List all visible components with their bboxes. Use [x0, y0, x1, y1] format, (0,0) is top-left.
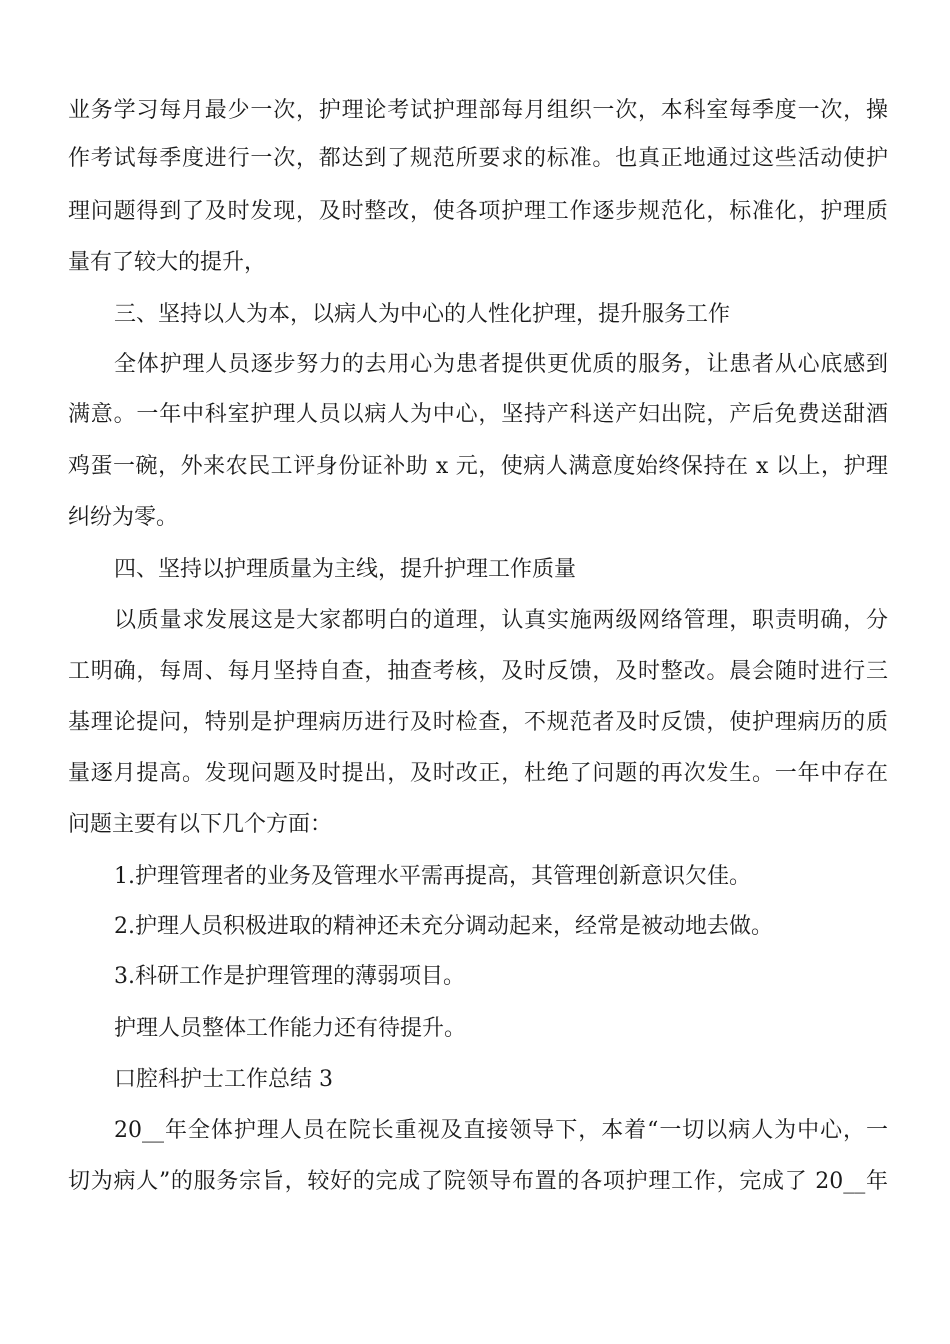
text-line: 工明确，每周、每月坚持自查，抽查考核，及时反馈，及时整改。晨会随时进行三 — [68, 659, 888, 684]
list-item: 3.科研工作是护理管理的薄弱项目。 — [114, 964, 465, 989]
text-line: 护理人员整体工作能力还有待提升。 — [114, 1016, 467, 1041]
text-line: 作考试每季度进行一次，都达到了规范所要求的标准。也真正地通过这些活动使护 — [68, 146, 888, 171]
text-line: 鸡蛋一碗，外来农民工评身份证补助 x 元，使病人满意度始终保持在 x 以上，护理 — [68, 454, 888, 479]
section-heading: 四、坚持以护理质量为主线，提升护理工作质量 — [114, 557, 577, 582]
section-title: 口腔科护士工作总结 3 — [114, 1067, 333, 1092]
text-line: 以质量求发展这是大家都明白的道理，认真实施两级网络管理，职责明确，分 — [114, 608, 888, 633]
list-item: 2.护理人员积极进取的精神还未充分调动起来，经常是被动地去做。 — [114, 914, 773, 939]
text-line: 量逐月提高。发现问题及时提出，及时改正，杜绝了问题的再次发生。一年中存在 — [68, 761, 888, 786]
text-line: 纠纷为零。 — [68, 505, 179, 530]
list-item: 1.护理管理者的业务及管理水平需再提高，其管理创新意识欠佳。 — [114, 864, 751, 889]
text-line: 业务学习每月最少一次，护理论考试护理部每月组织一次，本科室每季度一次，操 — [68, 98, 888, 123]
text-line: 20__年全体护理人员在院长重视及直接领导下，本着“一切以病人为中心，一 — [114, 1118, 888, 1143]
text-line: 满意。一年中科室护理人员以病人为中心，坚持产科送产妇出院，产后免费送甜酒 — [68, 402, 888, 427]
section-heading: 三、坚持以人为本，以病人为中心的人性化护理，提升服务工作 — [114, 302, 731, 327]
text-line: 理问题得到了及时发现，及时整改，使各项护理工作逐步规范化，标准化，护理质 — [68, 199, 888, 224]
text-line: 切为病人”的服务宗旨，较好的完成了院领导布置的各项护理工作，完成了 20__年 — [68, 1169, 888, 1194]
text-line: 量有了较大的提升， — [68, 250, 267, 275]
text-line: 基理论提问，特别是护理病历进行及时检查，不规范者及时反馈，使护理病历的质 — [68, 710, 888, 735]
text-line: 全体护理人员逐步努力的去用心为患者提供更优质的服务，让患者从心底感到 — [114, 352, 888, 377]
text-line: 问题主要有以下几个方面： — [68, 812, 333, 837]
